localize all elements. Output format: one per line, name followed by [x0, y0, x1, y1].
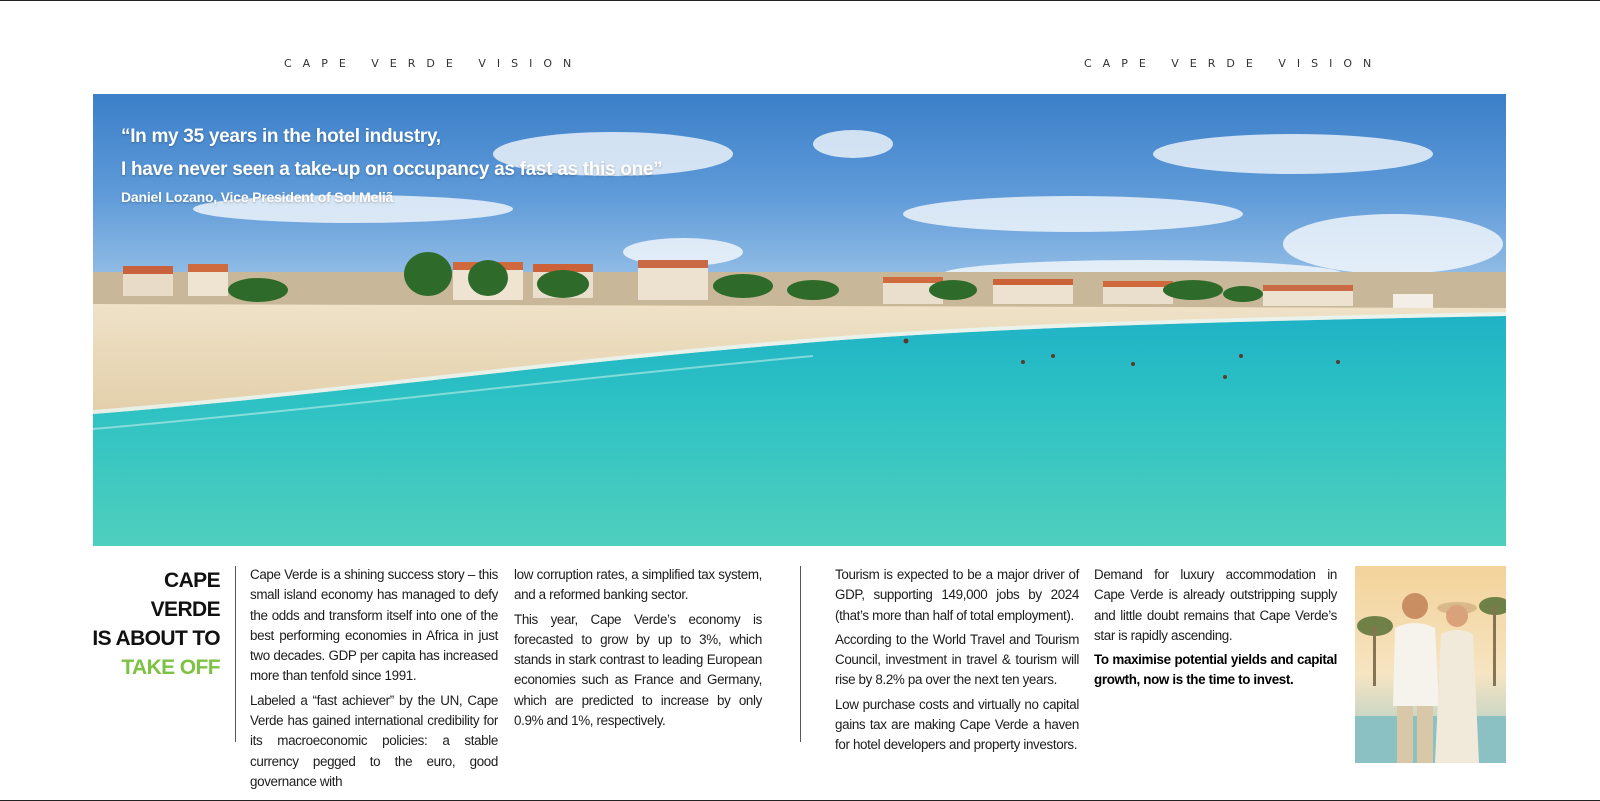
body-column-4	[1094, 565, 1337, 695]
column-divider-center	[800, 566, 801, 742]
body-column-3	[835, 565, 1079, 760]
quote-line-1: “In my 35 years in the hotel industry,	[121, 126, 441, 147]
top-border	[0, 0, 1600, 1]
col1-paragraph-1: Cape Verde is a shining success story – this small island economy has managed to defy the odds and transform itself into one of the best performing economies in Africa in just two decades. GDP per capita has increased more than tenfold since 1991.	[250, 567, 498, 684]
col3-paragraph-1: Tourism is expected to be a major driver of GDP, supporting 149,000 jobs by 2024 (that’s more than half of total employment).	[835, 567, 1079, 623]
col2-paragraph-1: low corruption rates, a simplified tax system, and a reformed banking sector.	[514, 567, 762, 603]
couple-beach-photo	[1355, 566, 1506, 763]
col3-paragraph-3: Low purchase costs and virtually no capital gains tax are making Cape Verde a haven for hotel developers and property investors.	[835, 696, 1079, 753]
headline-line-1: CAPE VERDE	[150, 569, 220, 621]
body-column-2	[514, 565, 762, 735]
running-head-left: CAPE VERDE VISION	[284, 57, 583, 70]
article-headline	[90, 566, 220, 682]
col3-paragraph-2: According to the World Travel and Tourism Council, investment in travel & tourism will rise by 8.2% pa over the next ten years.	[835, 631, 1079, 688]
couple-illustration	[1355, 566, 1506, 763]
quote-attribution: Daniel Lozano, Vice President of Sol Meliã	[121, 189, 394, 205]
column-divider-left	[235, 566, 236, 742]
headline-line-2: IS ABOUT TO	[92, 627, 220, 650]
pull-quote	[121, 120, 662, 205]
quote-line-2: I have never seen a take-up on occupancy as fast as this one”	[121, 159, 663, 180]
col4-call-to-action: To maximise potential yields and capital growth, now is the time to invest.	[1094, 652, 1337, 688]
running-head-right: CAPE VERDE VISION	[1084, 57, 1383, 70]
col1-paragraph-2: Labeled a “fast achiever” by the UN, Cape Verde has gained international credibility for its macroeconomic policies: a stable currency pegged to the euro, good governance with	[250, 692, 498, 789]
hero-beach-photo	[93, 94, 1506, 546]
col2-paragraph-2: This year, Cape Verde’s economy is forecasted to grow by up to 3%, which stands in stark contrast to leading European economies such as France and Germany, which are predicted to increase by only 0.9% and 1%, respectively.	[514, 611, 762, 729]
col4-paragraph-1: Demand for luxury accommodation in Cape Verde is already outstripping supply and little doubt remains that Cape Verde’s star is rapidly ascending.	[1094, 567, 1337, 643]
body-column-1	[250, 565, 498, 796]
headline-line-3: TAKE OFF	[121, 656, 220, 679]
